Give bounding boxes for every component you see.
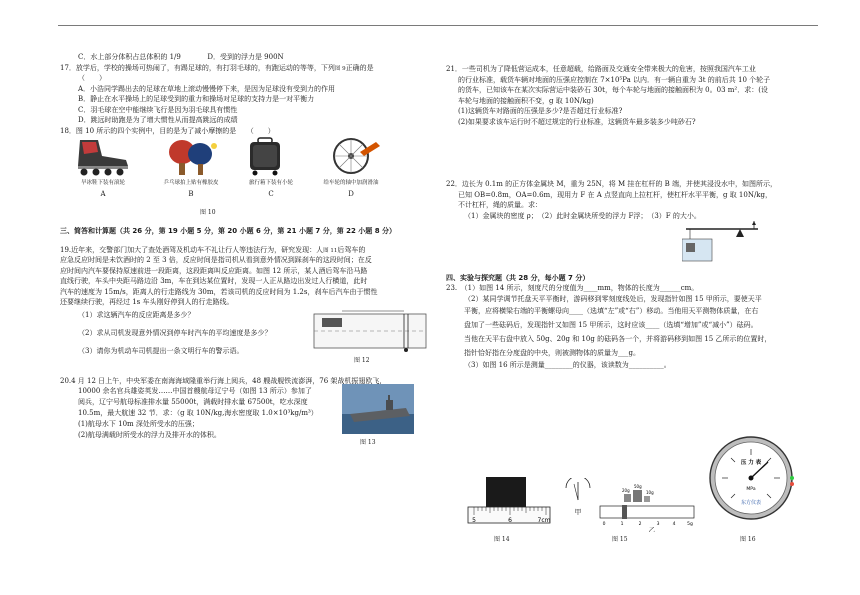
fig16-unit: MPa bbox=[746, 487, 756, 492]
roller-skate-image bbox=[68, 136, 138, 176]
fig10-item-a: 旱冰鞋下装有滚轮 A bbox=[64, 136, 142, 199]
q21-line-3: 的货车，已知该车在某次实际营运中装砂石 30t，每个车轮与地面的接触面积为 0。03 m²．求：(设 bbox=[458, 86, 768, 94]
svg-text:3: 3 bbox=[656, 522, 660, 527]
q19-sub-1: （1）求这辆汽车的反应距离是多少？ bbox=[78, 310, 195, 319]
q18-stem: 18．图 10 所示的四个实例中，目的是为了减小摩擦的是 （ ） bbox=[60, 126, 275, 135]
fig15-weight-10: 10g bbox=[646, 490, 654, 495]
q20-line-2: 10000 余名官兵雄姿英发……中国首艘航母辽宁号（如图 13 所示）参加了 bbox=[78, 387, 312, 395]
q21-line-1: 21．一些司机为了降低营运成本，任意超载，给路面及交通安全带来极大的危害，按照我国汽车工业 bbox=[446, 65, 756, 73]
bicycle-wheel-image bbox=[316, 136, 386, 176]
fig14-tick-7: 7cm bbox=[537, 517, 551, 524]
fig14-tick-5: 5 bbox=[472, 517, 476, 524]
aircraft-carrier-image bbox=[342, 384, 414, 434]
header-rule bbox=[58, 25, 818, 26]
right-column bbox=[446, 64, 814, 371]
q22-line-3: 不计杠杆，绳的质量。求： bbox=[458, 201, 542, 209]
fig15-yi: 乙 bbox=[648, 526, 656, 532]
fig15-balance bbox=[560, 478, 696, 532]
svg-text:5g: 5g bbox=[687, 522, 693, 527]
fig10-item-b: 乒乓球拍上贴有橡胶皮 B bbox=[152, 136, 230, 199]
q23-sub-2-c: 盘加了一些砝码后，发现指针又如图 15 甲所示，这时应该____（选填“增加”或“减小”）砝码。 bbox=[464, 321, 758, 329]
fig12-label: 图 12 bbox=[354, 356, 370, 364]
q20-sub-2: (2)航母满载时所受水的浮力及排开水的体积。 bbox=[78, 431, 221, 439]
q19-line-1: 19.近年来，交警部门加大了查处酒驾及机动车不礼让行人等违法行为，研究发现：人图 11后驾车的 bbox=[60, 245, 366, 254]
q16-option-d: D．受到的浮力是 900N bbox=[207, 53, 284, 61]
q17-option-a: A．小浩同学踢出去的足球在草地上滚动慢慢停下来，是因为足球没有受到力的作用 bbox=[78, 84, 336, 93]
section-4-heading: 四、实验与探究题（共 28 分，每小题 7 分） bbox=[446, 273, 590, 282]
fig16-label: 图 16 bbox=[740, 536, 756, 543]
section-3-heading: 三、简答和计算题（共 26 分，第 19 小题 5 分，第 20 小题 6 分，第 21 小题 7 分，第 22 小题 8 分） bbox=[60, 227, 397, 235]
q23-sub-2-b: 平衡，应将横梁右端的平衡螺母向____（选填“左”或“右”）移动。当他用天平测物体质量，在右 bbox=[464, 307, 759, 315]
left-column bbox=[60, 52, 432, 456]
svg-text:1: 1 bbox=[620, 522, 624, 527]
q17-option-b: B．静止在水平操场上的足球受到的重力和操场对足球的支持力是一对平衡力 bbox=[78, 95, 315, 103]
fig15-label: 图 15 bbox=[612, 536, 628, 543]
q19-line-3: 应时间内汽车要保持原速前进一段距离，这段距离叫反应距离。如图 12 所示，某人酒后驾车沿马路 bbox=[60, 266, 368, 275]
fig10-item-c: 旅行箱下装有小轮 C bbox=[232, 136, 310, 199]
fig12-road-diagram bbox=[312, 308, 430, 356]
q21-sub-1: (1)这辆货车对路面的压强是多少?是否超过行业标准? bbox=[458, 107, 623, 115]
q19-line-5: 汽车的速度为 15m/s，距离人的行走路线为 30m，若该司机的反应时间为 1.2s，刹车后汽车由于惯性 bbox=[60, 287, 378, 296]
fig15-jia: 甲 bbox=[574, 508, 582, 516]
fig16-brand: 东方仪表 bbox=[740, 500, 762, 506]
fig10-label: 图 10 bbox=[200, 209, 216, 216]
fig9-tag: 图 9 bbox=[334, 65, 346, 72]
q23-sub-2-e: 指针恰好指在分度盘的中央，则被测物体的质量为___g。 bbox=[464, 349, 640, 357]
q20-line-1: 20.4 月 12 日上午，中央军委在南海海域隆重举行海上阅兵，48 艘战舰铁流澎湃，76 架战机振翅欧飞， bbox=[60, 376, 387, 385]
q23-sub-2-a: （2）某同学调节托盘天平平衡时，游码移到零刻度线处后，发现指针如图 15 甲所示，要使天平 bbox=[464, 294, 762, 303]
fig15-weight-20: 20g bbox=[622, 488, 630, 493]
fig-lever-diagram bbox=[682, 221, 762, 263]
figure-10 bbox=[60, 136, 432, 218]
q19-line-4: 直线行驶，车头中央距马路边沿 3m，车在到达某位置时，发现一人正从路边出发过人行横道，此时 bbox=[60, 277, 368, 285]
fig10-item-d: 给车轮的轴中加润滑油 D bbox=[312, 136, 390, 199]
q20-line-4: 10.5m，最大航速 32 节．求：（g 取 10N/kg,海水密度取 1.0×10³kg/m³） bbox=[78, 409, 318, 417]
q23-sub-2-d: 当他在天平右盘中放入 50g、20g 和 10g 的砝码各一个，并将游码移到如图 15 乙所示的位置时， bbox=[464, 335, 772, 343]
q21-line-2: 的行业标准，载货车辆对地面的压强应控制在 7×10⁵Pa 以内．有一辆自重为 3t 的前后共 10 个轮子 bbox=[458, 75, 771, 84]
q19-sub-2: （2）求从司机发现意外情况到停车时汽车的平均速度是多少？ bbox=[78, 328, 272, 337]
q22-subs: （1）金属块的密度 ρ； （2）此时金属块所受的浮力 F浮； （3）F 的大小。 bbox=[464, 211, 701, 220]
suitcase-image bbox=[236, 136, 306, 176]
svg-text:0: 0 bbox=[602, 522, 606, 527]
fig16-pressure-gauge bbox=[708, 428, 794, 530]
fig14-label: 图 14 bbox=[494, 536, 510, 543]
q23-sub-3: （3）如图 16 所示是测量________的仪器，该读数为__________。 bbox=[464, 361, 671, 369]
q21-sub-2: (2)如果要求该车运行时不超过规定的行业标准，这辆货车最多装多少吨砂石? bbox=[458, 117, 696, 126]
svg-text:2: 2 bbox=[638, 522, 642, 527]
fig14-tick-6: 6 bbox=[508, 517, 512, 524]
q20-line-3: 阅兵，辽宁号航母标准排水量 55000t，满载时排水量 67500t，吃水深度 bbox=[78, 398, 308, 406]
q21-line-4: 车轮与地面的接触面积不变，g 取 10N/kg) bbox=[458, 96, 594, 105]
q23-sub-1: 23. （1）如图 14 所示，刻度尺的分度值为____mm，物体的长度为______cm。 bbox=[446, 284, 699, 292]
q16-options bbox=[60, 52, 432, 63]
q17-option-c: C．羽毛球在空中能继续飞行是因为羽毛球具有惯性 bbox=[78, 105, 238, 114]
q19-line-6: 还要继续行驶，再经过 1s 车头刚好停到人的行走路线。 bbox=[60, 298, 234, 306]
q16-option-c: C．水上部分体积占总体积的 1/9 bbox=[78, 53, 181, 61]
fig14-ruler bbox=[466, 473, 552, 529]
fig15-weight-50: 50g bbox=[634, 484, 642, 489]
q19-sub-3: （3）请你为机动车司机提出一条文明行车的警示语。 bbox=[78, 346, 244, 355]
q17-option-d: D．跳远时助跑是为了增大惯性从而提高跳远的成绩 bbox=[78, 116, 238, 124]
q17-stem: 17．放学后，学校的操场可热闹了，有踢足球的，有打羽毛球的，有跑运动的等等，下列图 9正确的是 bbox=[60, 63, 374, 72]
svg-text:4: 4 bbox=[672, 522, 676, 527]
fig16-title: 压 力 表 bbox=[740, 460, 762, 466]
q20-sub-1: (1)航母水下 10m 深处所受水的压强； bbox=[78, 420, 199, 428]
q19-line-2: 应急反应时间是未饮酒时的 2 至 3 倍，反应时间是指司机从看到意外情况到踩刹车的这段时间；在反 bbox=[60, 256, 372, 264]
q22-line-2: 已知 OB=0.8m，OA=0.6m，现用力 F 在 A 点竖直向上拉杠杆，使杠杆水平平衡，g 取 10N/kg， bbox=[458, 190, 773, 199]
q19-block bbox=[60, 308, 432, 368]
fig13-label: 图 13 bbox=[360, 439, 376, 446]
q17-paren: （ ） bbox=[78, 74, 106, 82]
q22-line-1: 22．边长为 0.1m 的正方体金属块 M，重为 25N，将 M 挂在杠杆的 B 端，并使其浸没水中，如图所示， bbox=[446, 180, 777, 188]
q20-block bbox=[60, 386, 432, 456]
ping-pong-paddle-image bbox=[156, 136, 226, 176]
